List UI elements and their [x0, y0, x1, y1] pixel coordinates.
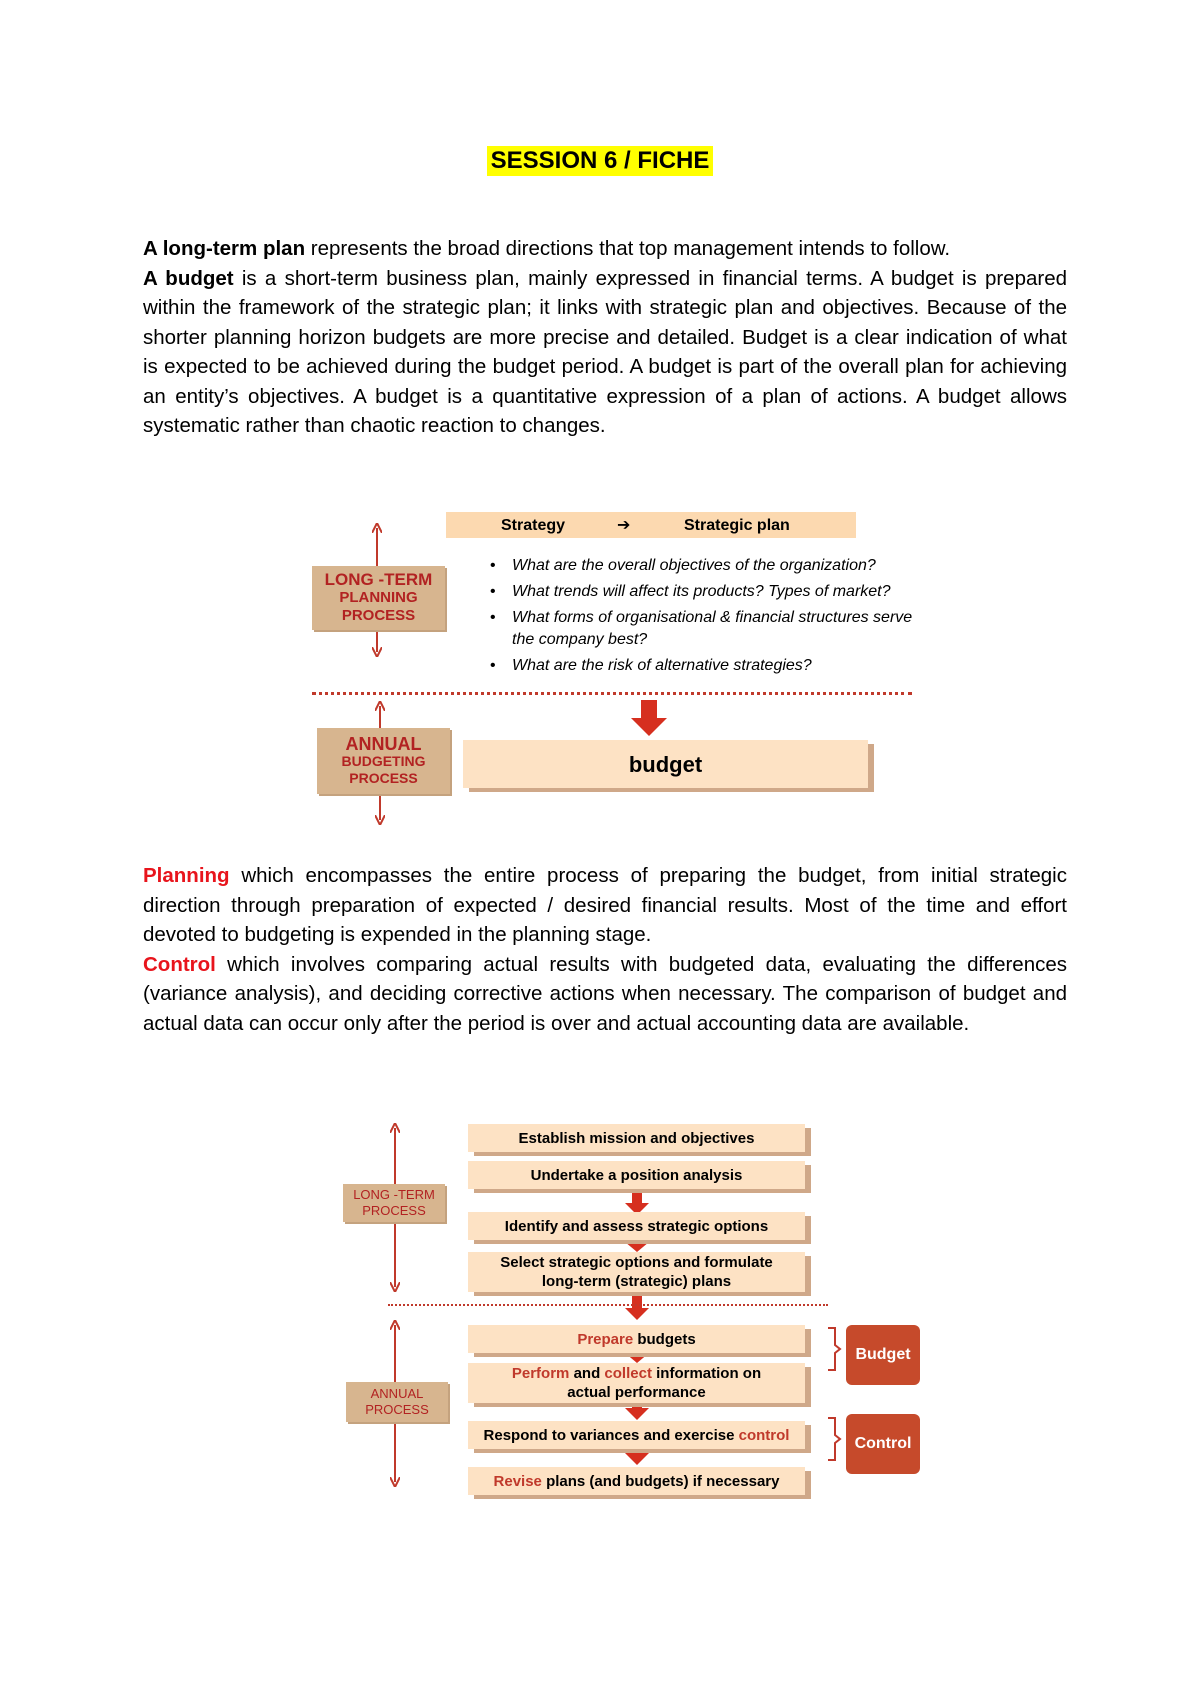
step-revise-plans: [468, 1467, 805, 1495]
step6-mid: and: [569, 1365, 605, 1382]
step4-line1: Select strategic options and formulate: [500, 1254, 773, 1271]
step1-label: Establish mission and objectives: [518, 1129, 755, 1147]
annual-line1: ANNUAL: [345, 733, 422, 754]
annual-process-line1: ANNUAL: [370, 1386, 424, 1401]
step-respond-variances: [468, 1421, 805, 1449]
question-item: • What trends will affect its products? Types of market?: [490, 581, 970, 603]
budget-term: A budget: [143, 266, 234, 290]
annual-process-line2: PROCESS: [365, 1402, 429, 1417]
step5-keyword: Prepare: [577, 1330, 634, 1348]
control-side-label: Control: [854, 1435, 912, 1452]
step-strategic-options: [468, 1212, 805, 1240]
step8-text: plans (and budgets) if necessary: [541, 1472, 780, 1490]
step-perform-collect: [468, 1363, 805, 1403]
step-prepare-budgets: [468, 1325, 805, 1353]
step7-text: Respond to variances and exercise: [483, 1426, 739, 1444]
step6-text: information on: [651, 1365, 762, 1382]
question-item: • What are the risk of alternative strategies?: [490, 655, 970, 677]
budget-bracket: [828, 1328, 840, 1370]
process-separator-dotted-line: [388, 1304, 828, 1306]
strategic-plan-label: Strategic plan: [684, 516, 790, 534]
annual-line2: BUDGETING: [341, 752, 426, 769]
step6-keyword1: Perform: [511, 1365, 570, 1382]
annual-line3: PROCESS: [349, 769, 418, 786]
step6-keyword2: collect: [604, 1365, 652, 1382]
strategy-label: Strategy: [501, 516, 566, 534]
budget-side-label: Budget: [855, 1346, 911, 1363]
budget-side-box: [846, 1325, 920, 1385]
step6-line2: actual performance: [567, 1384, 706, 1401]
step7-keyword: control: [738, 1426, 790, 1444]
control-side-box: [846, 1414, 920, 1474]
planning-text: which encompasses the entire process of preparing the budget, from initial strategic direction through preparation of expected / desired financial results. Most of the time and effort devoted to budgeting is expended in the planning stage.: [143, 864, 1067, 946]
long-term-line1: LONG -TERM: [324, 570, 433, 589]
long-term-process-box: [343, 1184, 445, 1222]
step3-label: Identify and assess strategic options: [504, 1217, 769, 1235]
step-position-analysis: [468, 1161, 805, 1189]
step-select-options: [468, 1252, 805, 1292]
control-text: which involves comparing actual results with budgeted data, evaluating the differences (variance analysis), and deciding corrective actions when necessary. The comparison of budget and actual data can occur only after the period is over and actual accounting data are available.: [143, 952, 1067, 1035]
planning-keyword: Planning: [143, 864, 230, 887]
long-term-plan-term: A long-term plan: [143, 237, 306, 260]
header-arrow-icon: ➔: [617, 516, 631, 534]
control-keyword: Control: [143, 952, 216, 976]
budget-bar-label: budget: [628, 751, 703, 777]
long-term-line2: PLANNING: [339, 589, 418, 606]
lt-process-line1: LONG -TERM: [353, 1187, 435, 1202]
long-term-line3: PROCESS: [341, 607, 416, 624]
question-item: • What forms of organisational & financial structures serve the company best?: [490, 607, 932, 651]
flow-down-arrows: [625, 1163, 649, 1465]
budget-text: is a short-term business plan, mainly expressed in financial terms. A budget is prepared within the framework of the strategic plan; it links with strategic plan and objectives. Because of the shorter planning horizon budgets are more precise and detailed. Budget is a clear indication of what is expected to be achieved during the budget period. A budget is part of the overall plan for achieving an entity’s objectives. A budget is a quantitative expression of a plan of actions. A budget allows systematic rather than chaotic reaction to changes.: [143, 266, 1068, 437]
step2-label: Undertake a position analysis: [530, 1166, 743, 1184]
step4-line2: long-term (strategic) plans: [541, 1273, 732, 1290]
step5-text: budgets: [633, 1330, 696, 1348]
step8-keyword: Revise: [493, 1472, 542, 1490]
control-bracket: [828, 1418, 840, 1460]
lt-process-line2: PROCESS: [362, 1203, 426, 1218]
page-title: SESSION 6 / FICHE: [487, 146, 714, 176]
question-item: • What are the overall objectives of the organization?: [490, 555, 970, 577]
step-establish-mission: [468, 1124, 805, 1152]
long-term-plan-text: represents the broad directions that top management intends to follow.: [305, 237, 951, 260]
annual-process-box: [346, 1382, 448, 1422]
